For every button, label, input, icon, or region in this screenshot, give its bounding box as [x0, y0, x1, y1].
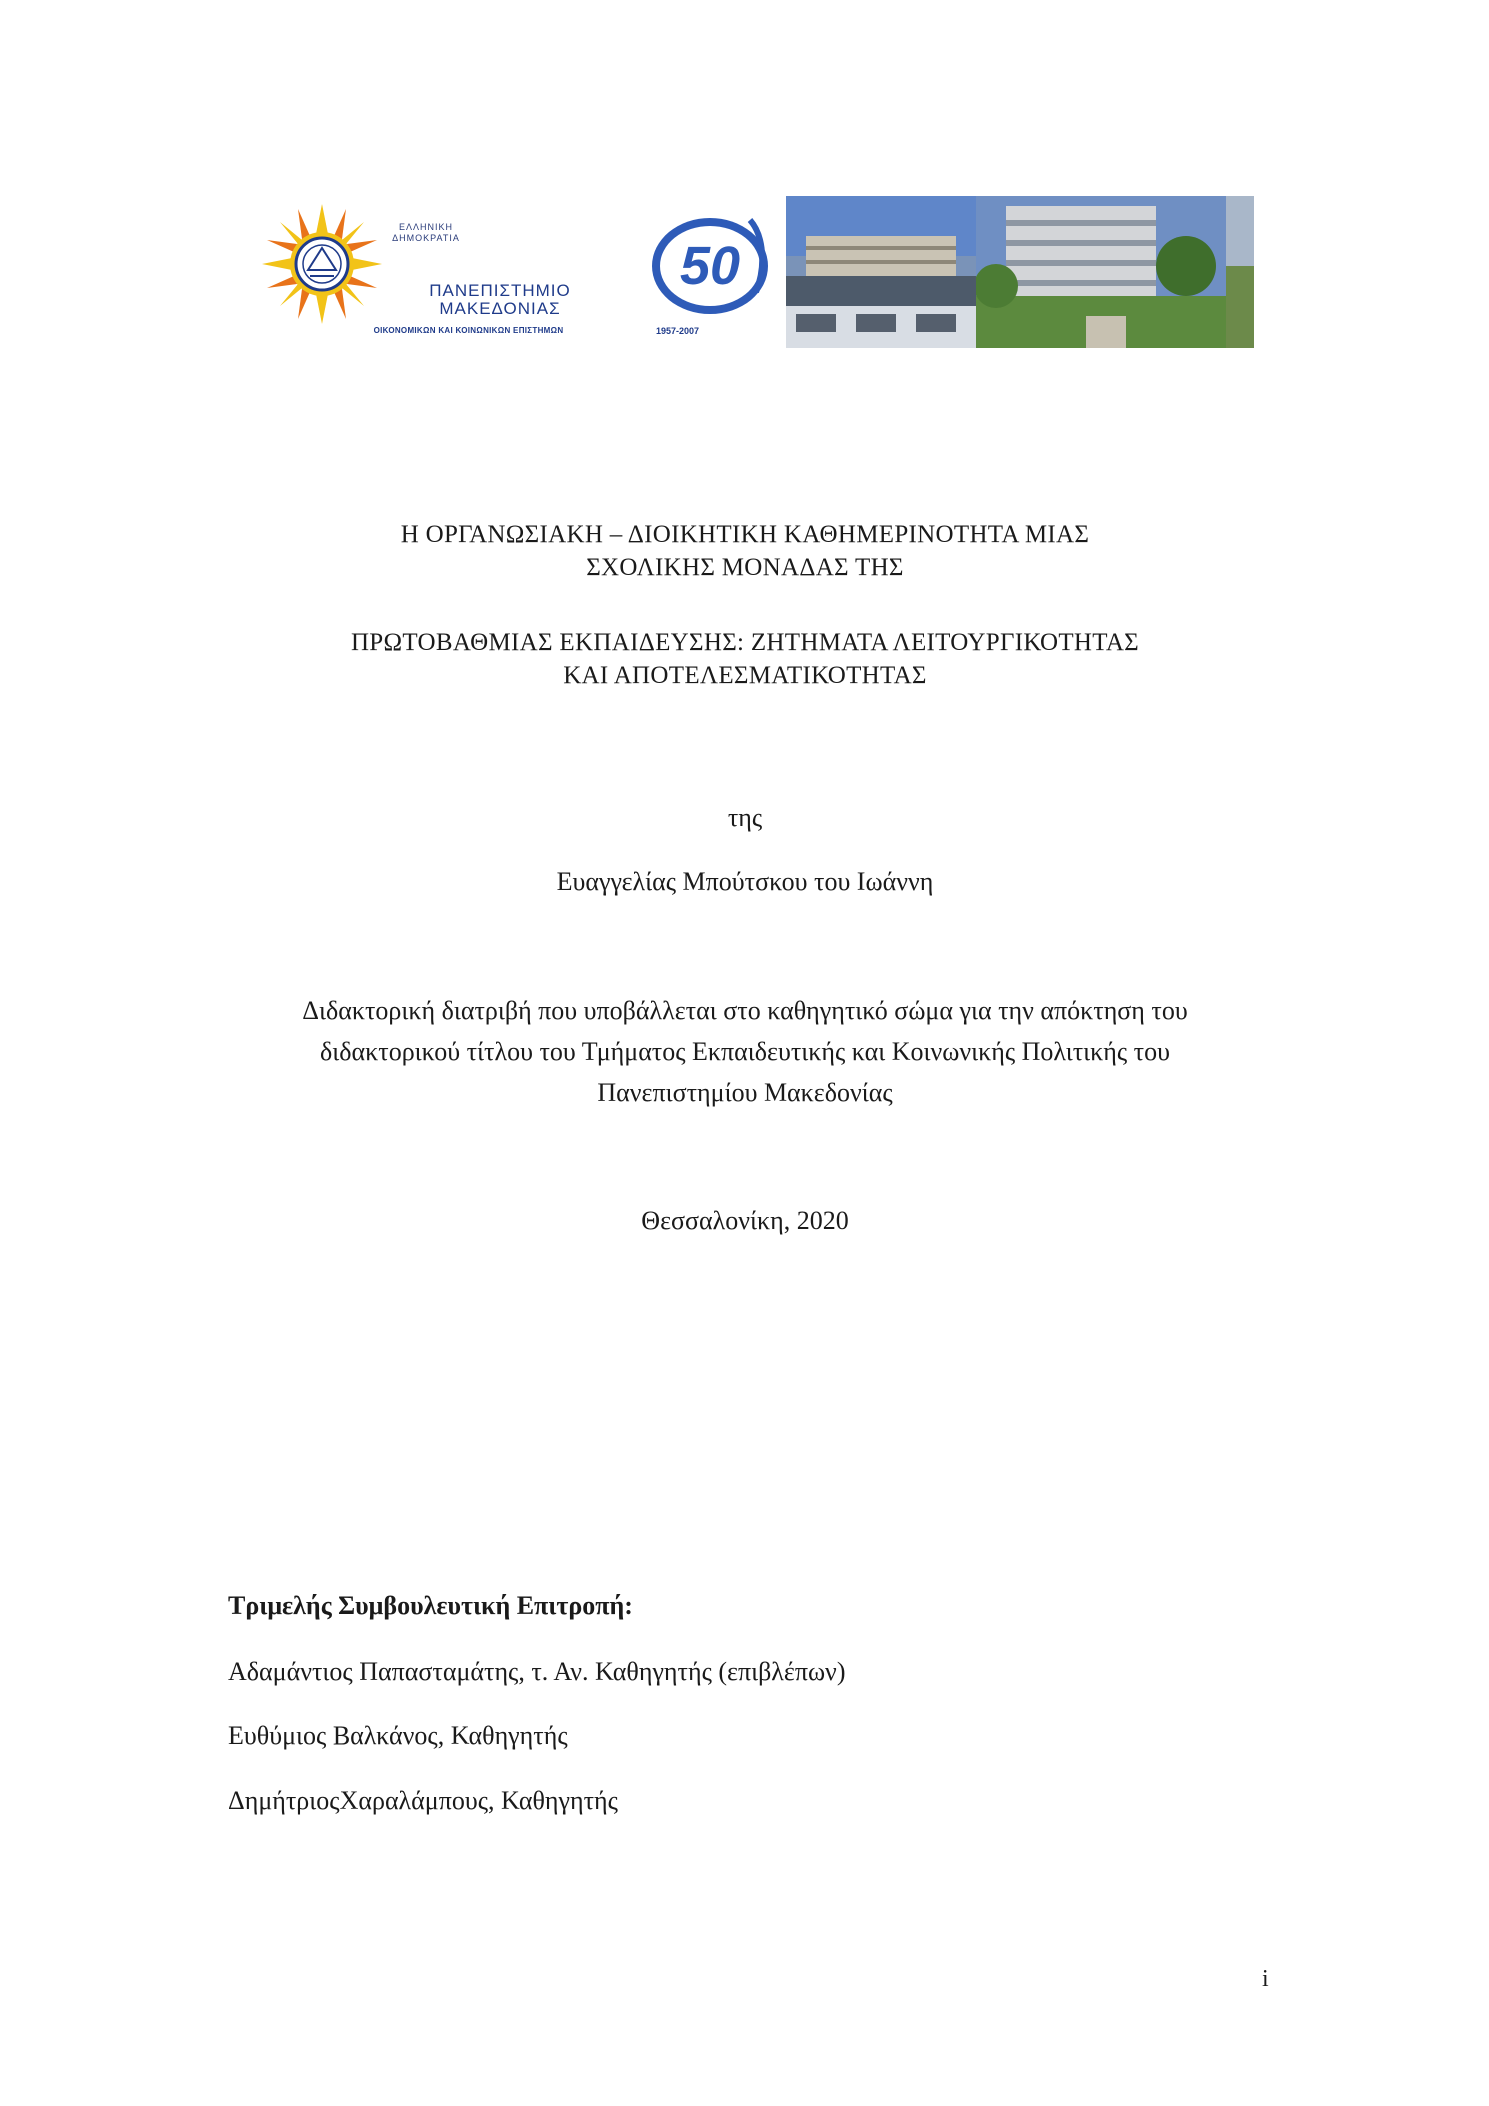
title-line-2: ΣΧΟΛΙΚΗΣ ΜΟΝΑΔΑΣ ΤΗΣ	[586, 554, 904, 581]
committee-heading: Τριμελής Συμβουλευτική Επιτροπή:	[228, 1591, 633, 1620]
description-line-1: Διδακτορική διατριβή που υποβάλλεται στο καθηγητικό σώμα για την απόκτηση του	[302, 996, 1188, 1025]
university-subtitle: ΟΙΚΟΝΟΜΙΚΩΝ ΚΑΙ ΚΟΙΝΩΝΙΚΩΝ ΕΠΙΣΤΗΜΩΝ	[373, 326, 564, 335]
university-name	[360, 282, 640, 318]
committee-member-1: Αδαμάντιος Παπασταμάτης, τ. Αν. Καθηγητής (επιβλέπων)	[228, 1657, 846, 1686]
anniversary-years: 1957-2007	[656, 326, 700, 336]
committee-member-2: Ευθύμιος Βαλκάνος, Καθηγητής	[228, 1721, 568, 1750]
page-number: i	[1262, 1966, 1269, 1992]
author-name: Ευαγγελίας Μπούτσκου του Ιωάννη	[556, 867, 934, 896]
campus-photo-2	[976, 196, 1226, 348]
university-logo	[256, 196, 646, 348]
place-date: Θεσσαλονίκη, 2020	[641, 1206, 849, 1235]
committee-member-3: ΔημήτριοςΧαραλάμπους, Καθηγητής	[228, 1786, 618, 1815]
university-banner	[256, 196, 1254, 348]
anniversary-badge	[646, 196, 786, 348]
university-name-line1: ΠΑΝΕΠΙΣΤΗΜΙΟ	[429, 281, 571, 300]
university-name-line2: ΜΑΚΕΔΟΝΙΑΣ	[439, 299, 561, 318]
title-line-1: Η ΟΡΓΑΝΩΣΙΑΚΗ – ΔΙΟΙΚΗΤΙΚΗ ΚΑΘΗΜΕΡΙΝΟΤΗΤΑ ΜΙΑΣ	[400, 521, 1090, 548]
thesis-title-part2	[180, 626, 1310, 692]
republic-label: ΕΛΛΗΝΙΚΗ ΔΗΜΟΚΡΑΤΙΑ	[392, 222, 460, 243]
title-line-3: ΠΡΩΤΟΒΑΘΜΙΑΣ ΕΚΠΑΙΔΕΥΣΗΣ: ΖΗΤΗΜΑΤΑ ΛΕΙΤΟΥΡΓΙΚΟΤΗΤΑΣ	[350, 629, 1140, 656]
description-line-2: διδακτορικού τίτλου του Τμήματος Εκπαιδευτικής και Κοινωνικής Πολιτικής του	[320, 1037, 1170, 1066]
description-line-3: Πανεπιστημίου Μακεδονίας	[597, 1078, 893, 1107]
anniversary-number: 50	[679, 236, 741, 296]
thesis-description	[180, 990, 1310, 1113]
campus-photo-1	[786, 196, 976, 348]
campus-photo-3	[1226, 196, 1254, 348]
by-label: της	[727, 803, 763, 832]
thesis-title-part1	[180, 518, 1310, 584]
title-line-4: ΚΑΙ ΑΠΟΤΕΛΕΣΜΑΤΙΚΟΤΗΤΑΣ	[563, 662, 927, 689]
